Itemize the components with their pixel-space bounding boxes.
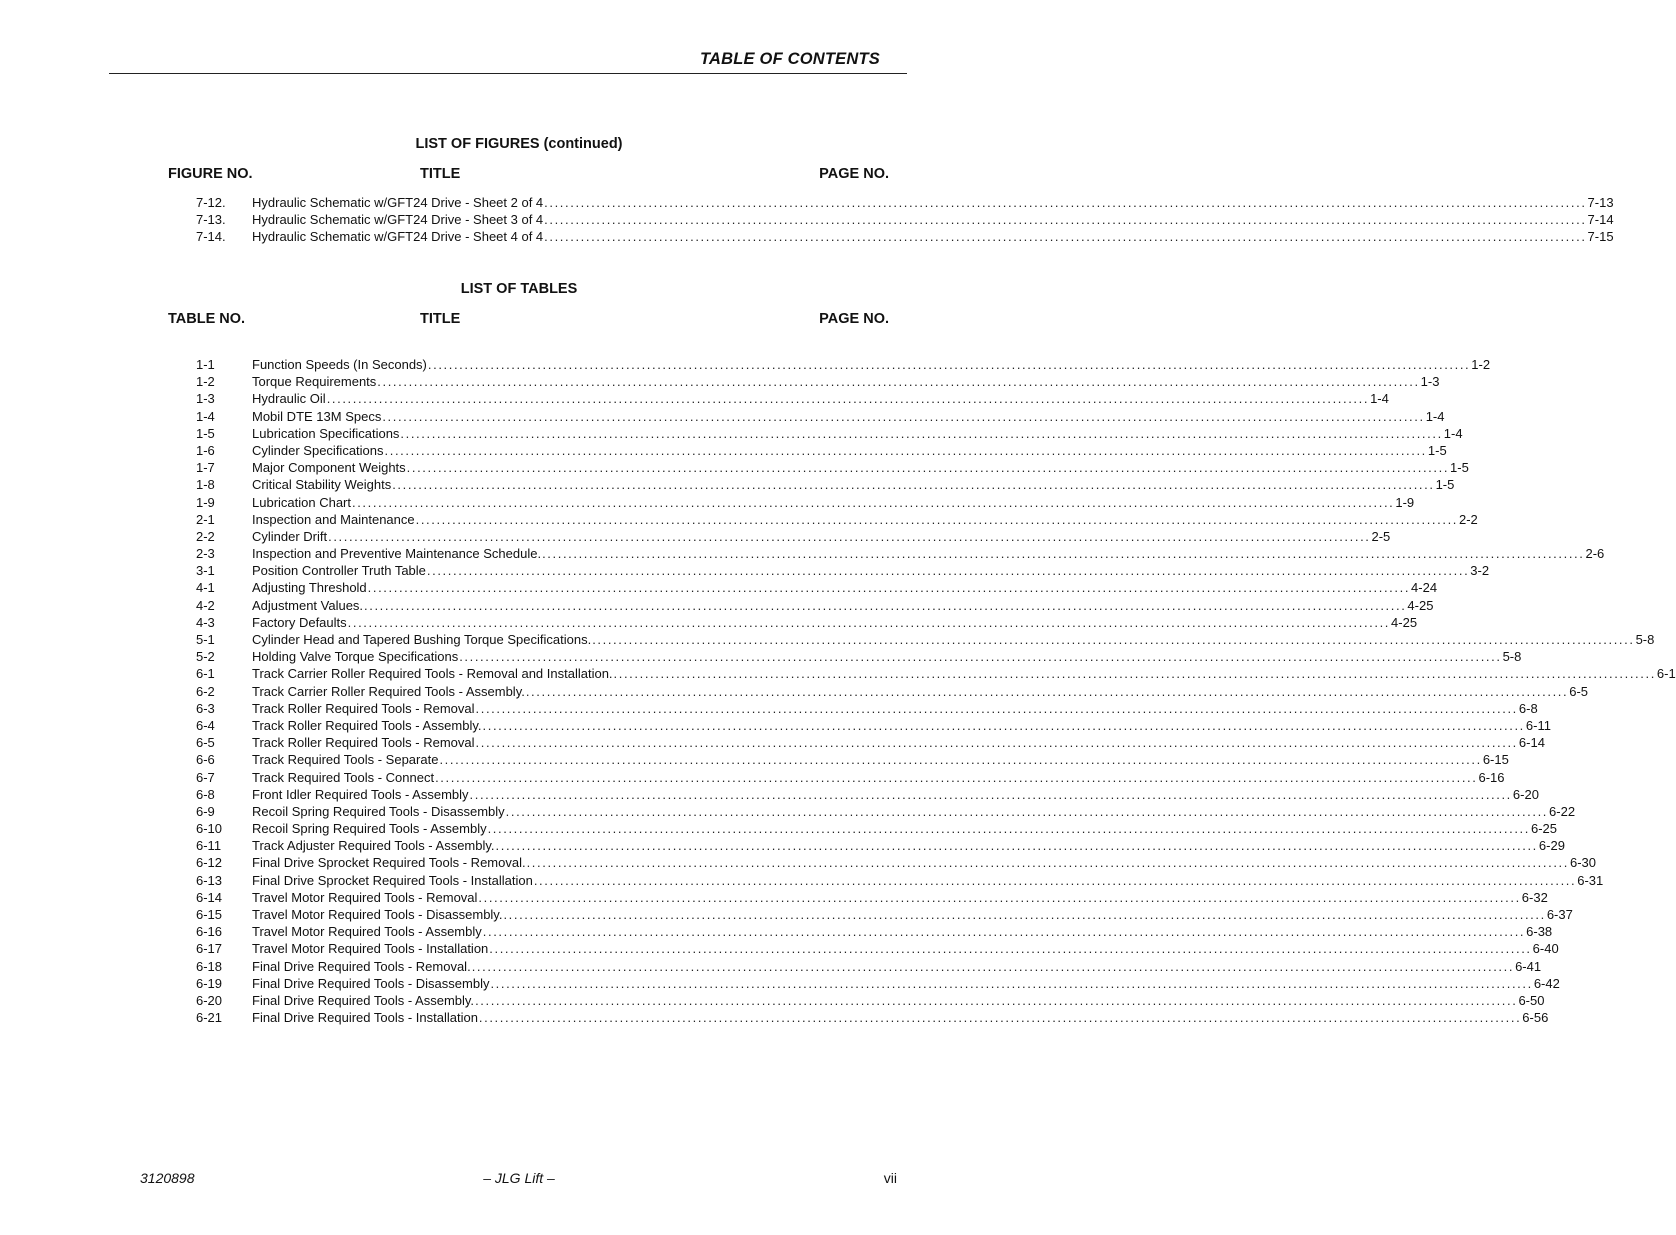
entry-number: 1-1 <box>196 357 215 372</box>
dot-leader: ........................................................................................................................................................................................................ <box>505 803 1549 819</box>
entry-page: 4-24 <box>1411 580 1438 596</box>
dot-leader: ........................................................................................................................................................................................................ <box>382 408 1425 424</box>
entry-title: Recoil Spring Required Tools - Disassembly <box>252 803 505 819</box>
entry-number: 1-8 <box>196 477 215 493</box>
entry-title: Travel Motor Required Tools - Installation <box>252 941 489 957</box>
toc-entry[interactable] <box>196 579 1438 596</box>
toc-entry[interactable] <box>196 940 1559 957</box>
entry-title: Recoil Spring Required Tools - Assembly <box>252 821 487 837</box>
entry-title: Hydraulic Schematic w/GFT24 Drive - Sheet 4 of 4 <box>252 229 544 245</box>
dot-leader: ........................................................................................................................................................................................................ <box>503 907 1546 922</box>
figures-col-number: FIGURE NO. <box>168 166 253 182</box>
entry-number: 6-13 <box>196 872 223 888</box>
dot-leader: ........................................................................................................................................................................................................ <box>482 924 1526 940</box>
entry-title: Major Component Weights <box>252 460 406 476</box>
tables-section-title: LIST OF TABLES <box>460 281 578 297</box>
entry-number: 7-12. <box>196 195 226 210</box>
toc-entry[interactable] <box>196 923 1553 940</box>
dot-leader: ........................................................................................................................................................................................................ <box>544 212 1587 228</box>
entry-title: Final Drive Required Tools - Assembly. <box>252 992 475 1008</box>
entry-number: 6-18 <box>196 958 223 974</box>
dot-leader: ........................................................................................................................................................................................................ <box>439 752 1482 768</box>
footer-doc-number: 3120898 <box>140 1170 195 1186</box>
footer-brand: – JLG Lift – <box>483 1170 555 1186</box>
entry-title: Inspection and Preventive Maintenance Schedule. <box>252 546 542 562</box>
dot-leader: ........................................................................................................................................................................................................ <box>400 425 1443 441</box>
entry-number: 4-2 <box>196 597 215 613</box>
page-header-title: TABLE OF CONTENTS <box>699 50 880 68</box>
entry-number: 6-8 <box>196 786 215 802</box>
toc-entry[interactable] <box>196 665 1676 682</box>
entry-page: 6-37 <box>1546 907 1573 922</box>
entry-number: 2-1 <box>196 511 215 527</box>
toc-entry[interactable] <box>196 356 1491 373</box>
entry-page: 2-2 <box>1459 511 1478 527</box>
entry-page: 1-2 <box>1471 357 1491 372</box>
entry-number: 6-3 <box>196 700 215 716</box>
dot-leader: ........................................................................................................................................................................................................ <box>328 528 1371 544</box>
toc-entry[interactable] <box>196 511 1478 528</box>
entry-page: 6-8 <box>1518 700 1538 716</box>
toc-entry[interactable] <box>196 562 1490 579</box>
toc-entry[interactable] <box>196 786 1539 803</box>
dot-leader: ........................................................................................................................................................................................................ <box>384 442 1427 458</box>
toc-entry[interactable] <box>196 373 1440 390</box>
entry-page: 6-30 <box>1569 855 1596 871</box>
toc-entry[interactable] <box>196 975 1560 992</box>
entry-page: 6-29 <box>1538 838 1565 854</box>
toc-entry[interactable] <box>196 648 1522 665</box>
entry-number: 2-3 <box>196 546 215 562</box>
entry-title: Track Roller Required Tools - Assembly. <box>252 717 482 733</box>
toc-entry[interactable] <box>196 837 1565 854</box>
dot-leader: ........................................................................................................................................................................................................ <box>478 1010 1522 1026</box>
entry-title: Final Drive Required Tools - Removal. <box>252 958 471 974</box>
entry-title: Adjustment Values. <box>252 597 364 613</box>
entry-page: 7-13 <box>1587 195 1614 210</box>
entry-page: 6-5 <box>1569 683 1589 699</box>
entry-title: Torque Requirements <box>252 374 377 390</box>
entry-page: 1-4 <box>1370 391 1389 407</box>
dot-leader: ........................................................................................................................................................................................................ <box>426 563 1470 579</box>
dot-leader: ........................................................................................................................................................................................................ <box>482 717 1525 733</box>
dot-leader: ........................................................................................................................................................................................................ <box>475 992 1518 1008</box>
toc-entry[interactable] <box>196 211 1614 228</box>
entry-page: 6-22 <box>1549 803 1576 819</box>
dot-leader: ........................................................................................................................................................................................................ <box>526 855 1569 871</box>
entry-title: Lubrication Specifications <box>252 425 400 441</box>
entry-title: Track Required Tools - Separate <box>252 752 439 768</box>
entry-title: Final Drive Required Tools - Disassembly <box>252 975 490 991</box>
dot-leader: ........................................................................................................................................................................................................ <box>326 391 1370 407</box>
toc-entry[interactable] <box>196 494 1415 511</box>
dot-leader: ........................................................................................................................................................................................................ <box>490 975 1533 991</box>
entry-number: 6-4 <box>196 717 215 733</box>
dot-leader: ........................................................................................................................................................................................................ <box>478 889 1521 905</box>
entry-number: 6-20 <box>196 992 223 1008</box>
toc-entry[interactable] <box>196 992 1545 1009</box>
entry-page: 6-31 <box>1577 872 1604 888</box>
dot-leader: ........................................................................................................................................................................................................ <box>347 614 1391 630</box>
entry-number: 6-10 <box>196 821 223 837</box>
entry-number: 6-11 <box>196 838 222 854</box>
entry-title: Lubrication Chart <box>252 494 351 510</box>
dot-leader: ........................................................................................................................................................................................................ <box>489 941 1532 957</box>
toc-entry[interactable] <box>196 820 1557 837</box>
dot-leader: ........................................................................................................................................................................................................ <box>542 546 1585 562</box>
dot-leader: ........................................................................................................................................................................................................ <box>613 666 1656 682</box>
dot-leader: ........................................................................................................................................................................................................ <box>544 229 1587 245</box>
entry-number: 5-1 <box>196 632 215 647</box>
entry-number: 1-6 <box>196 442 215 458</box>
toc-entry[interactable] <box>196 889 1548 906</box>
entry-page: 6-56 <box>1522 1010 1549 1026</box>
entry-page: 6-50 <box>1518 992 1545 1008</box>
entry-number: 1-7 <box>196 460 215 476</box>
entry-number: 6-21 <box>196 1010 223 1026</box>
toc-entry[interactable] <box>196 390 1389 407</box>
entry-page: 6-25 <box>1530 821 1557 837</box>
toc-entry[interactable] <box>196 854 1596 871</box>
dot-leader: ........................................................................................................................................................................................................ <box>544 195 1587 210</box>
entry-page: 1-4 <box>1425 408 1445 424</box>
dot-leader: ........................................................................................................................................................................................................ <box>352 494 1395 510</box>
dot-leader: ........................................................................................................................................................................................................ <box>495 838 1538 854</box>
entry-title: Cylinder Specifications <box>252 442 384 458</box>
entry-page: 3-2 <box>1470 563 1490 579</box>
toc-entry[interactable] <box>196 476 1455 493</box>
entry-page: 6-1 <box>1656 666 1676 682</box>
entry-title: Adjusting Threshold <box>252 580 367 596</box>
entry-number: 7-14. <box>196 229 226 245</box>
toc-entry[interactable] <box>196 803 1576 820</box>
entry-title: Final Drive Sprocket Required Tools - Installation <box>252 872 533 888</box>
dot-leader: ........................................................................................................................................................................................................ <box>377 374 1420 390</box>
tables-col-page: PAGE NO. <box>819 311 889 327</box>
entry-page: 6-40 <box>1532 941 1559 957</box>
entry-number: 5-2 <box>196 649 215 665</box>
dot-leader: ........................................................................................................................................................................................................ <box>487 821 1530 837</box>
entry-page: 1-5 <box>1435 477 1455 493</box>
entry-page: 2-6 <box>1585 546 1605 562</box>
entry-page: 6-42 <box>1533 975 1560 991</box>
toc-entry[interactable] <box>196 408 1445 425</box>
dot-leader: ........................................................................................................................................................................................................ <box>415 511 1458 527</box>
entry-title: Travel Motor Required Tools - Disassembly. <box>252 907 503 922</box>
entry-number: 1-2 <box>196 374 215 390</box>
entry-number: 1-5 <box>196 425 215 441</box>
entry-title: Hydraulic Schematic w/GFT24 Drive - Sheet 2 of 4 <box>252 195 544 210</box>
entry-title: Factory Defaults <box>252 614 347 630</box>
dot-leader: ........................................................................................................................................................................................................ <box>525 683 1569 699</box>
entry-title: Track Carrier Roller Required Tools - Assembly. <box>252 683 525 699</box>
entry-number: 6-16 <box>196 924 223 940</box>
entry-page: 6-14 <box>1518 735 1545 751</box>
toc-entry[interactable] <box>196 442 1447 459</box>
entry-page: 6-11 <box>1525 717 1551 733</box>
entry-title: Holding Valve Torque Specifications <box>252 649 459 665</box>
entry-number: 6-7 <box>196 769 215 785</box>
dot-leader: ........................................................................................................................................................................................................ <box>459 649 1502 665</box>
entry-number: 6-15 <box>196 907 223 922</box>
entry-title: Inspection and Maintenance <box>252 511 415 527</box>
entry-number: 6-1 <box>196 666 215 682</box>
toc-entry[interactable] <box>196 1009 1549 1026</box>
entry-title: Travel Motor Required Tools - Assembly <box>252 924 482 940</box>
toc-entry[interactable] <box>196 228 1614 245</box>
dot-leader: ........................................................................................................................................................................................................ <box>364 597 1407 613</box>
entry-page: 6-15 <box>1482 752 1509 768</box>
figures-col-title: TITLE <box>420 166 461 182</box>
toc-entry[interactable] <box>196 459 1469 476</box>
entry-page: 1-3 <box>1420 374 1440 390</box>
entry-title: Track Roller Required Tools - Removal <box>252 735 475 751</box>
figures-section-title: LIST OF FIGURES (continued) <box>415 136 623 152</box>
entry-number: 6-17 <box>196 941 223 957</box>
entry-number: 3-1 <box>196 563 215 579</box>
toc-entry[interactable] <box>196 906 1573 923</box>
entry-page: 6-38 <box>1526 924 1553 940</box>
dot-leader: ........................................................................................................................................................................................................ <box>592 632 1635 647</box>
entry-number: 1-4 <box>196 408 215 424</box>
entry-title: Cylinder Drift <box>252 528 328 544</box>
dot-leader: ........................................................................................................................................................................................................ <box>475 735 1518 751</box>
entry-page: 7-15 <box>1587 229 1614 245</box>
dot-leader: ........................................................................................................................................................................................................ <box>367 580 1411 596</box>
entry-title: Cylinder Head and Tapered Bushing Torque Specifications. <box>252 632 592 647</box>
entry-page: 6-32 <box>1521 889 1548 905</box>
entry-number: 4-3 <box>196 614 215 630</box>
entry-page: 1-5 <box>1450 460 1469 476</box>
entry-number: 1-3 <box>196 391 215 407</box>
toc-entry[interactable] <box>196 597 1434 614</box>
entry-number: 1-9 <box>196 494 215 510</box>
entry-title: Hydraulic Schematic w/GFT24 Drive - Sheet 3 of 4 <box>252 212 544 228</box>
toc-entry[interactable] <box>196 614 1418 631</box>
dot-leader: ........................................................................................................................................................................................................ <box>469 786 1512 802</box>
entry-title: Front Idler Required Tools - Assembly <box>252 786 469 802</box>
entry-title: Critical Stability Weights <box>252 477 392 493</box>
toc-entry[interactable] <box>196 700 1538 717</box>
entry-number: 6-5 <box>196 735 215 751</box>
toc-entry[interactable] <box>196 717 1551 734</box>
entry-title: Final Drive Sprocket Required Tools - Removal. <box>252 855 526 871</box>
toc-entry[interactable] <box>196 528 1391 545</box>
dot-leader: ........................................................................................................................................................................................................ <box>427 357 1471 372</box>
entry-page: 5-8 <box>1502 649 1522 665</box>
entry-page: 4-25 <box>1391 614 1418 630</box>
toc-entry[interactable] <box>196 683 1589 700</box>
entry-title: Track Required Tools - Connect <box>252 769 435 785</box>
entry-title: Track Roller Required Tools - Removal <box>252 700 475 716</box>
toc-entry[interactable] <box>196 545 1605 562</box>
entry-number: 6-6 <box>196 752 215 768</box>
toc-entry[interactable] <box>196 631 1655 648</box>
entry-number: 6-12 <box>196 855 223 871</box>
dot-leader: ........................................................................................................................................................................................................ <box>392 477 1435 493</box>
entry-page: 2-5 <box>1371 528 1391 544</box>
toc-entry[interactable] <box>196 425 1463 442</box>
entry-title: Position Controller Truth Table <box>252 563 426 579</box>
entry-number: 2-2 <box>196 528 215 544</box>
entry-number: 7-13. <box>196 212 226 228</box>
entry-title: Track Carrier Roller Required Tools - Removal and Installation. <box>252 666 613 682</box>
tables-col-number: TABLE NO. <box>168 311 246 327</box>
toc-entry[interactable] <box>196 872 1604 889</box>
tables-list <box>196 356 1676 1026</box>
toc-entry[interactable] <box>196 751 1509 768</box>
entry-page: 1-4 <box>1443 425 1463 441</box>
dot-leader: ........................................................................................................................................................................................................ <box>475 700 1518 716</box>
figures-list <box>196 194 1614 246</box>
entry-page: 6-16 <box>1478 769 1505 785</box>
entry-title: Track Adjuster Required Tools - Assembly. <box>252 838 495 854</box>
entry-title: Hydraulic Oil <box>252 391 326 407</box>
dot-leader: ........................................................................................................................................................................................................ <box>471 958 1515 974</box>
footer-page-number: vii <box>883 1170 897 1186</box>
header-rule <box>109 73 907 74</box>
entry-number: 4-1 <box>196 580 215 596</box>
entry-number: 6-19 <box>196 975 223 991</box>
toc-entry[interactable] <box>196 958 1542 975</box>
entry-page: 5-8 <box>1635 632 1655 647</box>
entry-page: 7-14 <box>1587 212 1614 228</box>
entry-number: 6-14 <box>196 889 223 905</box>
dot-leader: ........................................................................................................................................................................................................ <box>435 769 1478 785</box>
toc-entry[interactable] <box>196 769 1505 786</box>
toc-entry[interactable] <box>196 734 1545 751</box>
toc-entry[interactable] <box>196 194 1614 211</box>
tables-col-title: TITLE <box>420 311 461 327</box>
entry-page: 6-41 <box>1515 958 1542 974</box>
entry-number: 6-2 <box>196 683 215 699</box>
entry-title: Travel Motor Required Tools - Removal <box>252 889 478 905</box>
entry-page: 1-5 <box>1427 442 1447 458</box>
dot-leader: ........................................................................................................................................................................................................ <box>533 872 1577 888</box>
entry-title: Mobil DTE 13M Specs <box>252 408 382 424</box>
entry-page: 1-9 <box>1395 494 1415 510</box>
entry-number: 6-9 <box>196 803 215 819</box>
entry-title: Final Drive Required Tools - Installation <box>252 1010 478 1026</box>
entry-title: Function Speeds (In Seconds) <box>252 357 427 372</box>
dot-leader: ........................................................................................................................................................................................................ <box>406 460 1450 476</box>
figures-col-page: PAGE NO. <box>819 166 889 182</box>
entry-page: 6-20 <box>1512 786 1539 802</box>
entry-page: 4-25 <box>1407 597 1434 613</box>
